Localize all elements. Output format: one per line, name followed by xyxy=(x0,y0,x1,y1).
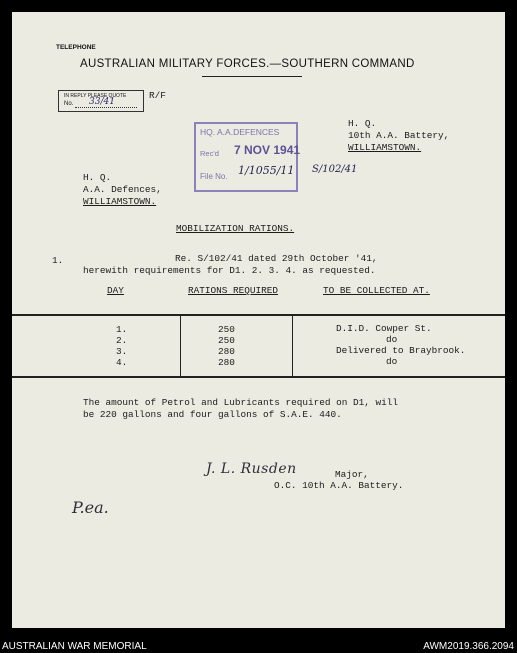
table-header-day: DAY xyxy=(107,285,124,296)
handwritten-signature: J. L. Rusden xyxy=(206,461,297,477)
table-header-rations: RATIONS REQUIRED xyxy=(188,285,279,296)
footer-accession-number: AWM2019.366.2094 xyxy=(423,641,514,652)
paragraph-line-1: Re. S/102/41 dated 29th October '41, xyxy=(175,253,378,264)
received-stamp xyxy=(194,122,301,192)
petrol-line-2: be 220 gallons and four gallons of S.A.E. 440. xyxy=(83,409,342,420)
table-top-rule xyxy=(12,314,505,316)
handwritten-initials: P.ea. xyxy=(72,498,109,517)
table-header-collected: TO BE COLLECTED AT. xyxy=(323,285,430,296)
table-row-2-rations: 250 xyxy=(218,335,235,346)
paragraph-line-2: herewith requirements for D1. 2. 3. 4. as requested. xyxy=(83,265,376,276)
recipient-line-2: A.A. Defences, xyxy=(83,184,162,195)
file-number-handwritten: 1/1055/11 xyxy=(238,164,295,177)
stamp-date: 7 NOV 1941 xyxy=(234,143,301,157)
stamp-file-label: File No. xyxy=(200,172,228,181)
signature-rank: Major, xyxy=(335,469,369,480)
document-page xyxy=(12,12,505,628)
table-row-3-day: 3. xyxy=(116,346,128,357)
table-row-2-day: 2. xyxy=(116,335,128,346)
table-row-1-rations: 250 xyxy=(218,324,235,335)
reply-quote-label: IN REPLY PLEASE QUOTE xyxy=(64,93,127,99)
petrol-line-1: The amount of Petrol and Lubricants required on D1, will xyxy=(83,397,399,408)
sender-line-1: H. Q. xyxy=(348,118,377,129)
reply-dotted-line xyxy=(75,107,137,108)
table-row-4-day: 4. xyxy=(116,357,128,368)
footer-institution: AUSTRALIAN WAR MEMORIAL xyxy=(2,641,147,652)
reply-number-handwritten: 33/41 xyxy=(89,97,115,107)
table-bottom-rule xyxy=(12,376,505,378)
stamp-received-label: Rec'd xyxy=(200,149,219,158)
telephone-label: TELEPHONE xyxy=(56,44,96,51)
sender-line-2: 10th A.A. Battery, xyxy=(348,130,450,141)
sender-line-3: WILLIAMSTOWN. xyxy=(348,142,422,153)
stamp-heading: HQ. A.A.DEFENCES xyxy=(200,127,280,137)
letterhead-title: AUSTRALIAN MILITARY FORCES.—SOUTHERN COMMAND xyxy=(80,58,415,70)
signature-title: O.C. 10th A.A. Battery. xyxy=(274,480,404,491)
reply-quote-box xyxy=(58,90,144,112)
paragraph-number: 1. xyxy=(52,255,64,266)
table-row-4-collect: do xyxy=(386,356,398,367)
table-row-3-collect: Delivered to Braybrook. xyxy=(336,345,466,356)
table-row-1-collect: D.I.D. Cowper St. xyxy=(336,323,432,334)
table-row-2-collect: do xyxy=(386,334,398,345)
letterhead-rule xyxy=(202,76,302,77)
subject-heading: MOBILIZATION RATIONS. xyxy=(176,223,295,234)
table-row-1-day: 1. xyxy=(116,324,128,335)
table-column-divider-1 xyxy=(180,314,181,376)
rf-label: R/F xyxy=(149,90,166,101)
table-column-divider-2 xyxy=(292,314,293,376)
table-row-4-rations: 280 xyxy=(218,357,235,368)
recipient-line-3: WILLIAMSTOWN. xyxy=(83,196,157,207)
table-row-3-rations: 280 xyxy=(218,346,235,357)
reply-no-label: No. xyxy=(64,101,74,107)
recipient-line-1: H. Q. xyxy=(83,172,112,183)
file-extra-handwritten: S/102/41 xyxy=(312,164,358,175)
